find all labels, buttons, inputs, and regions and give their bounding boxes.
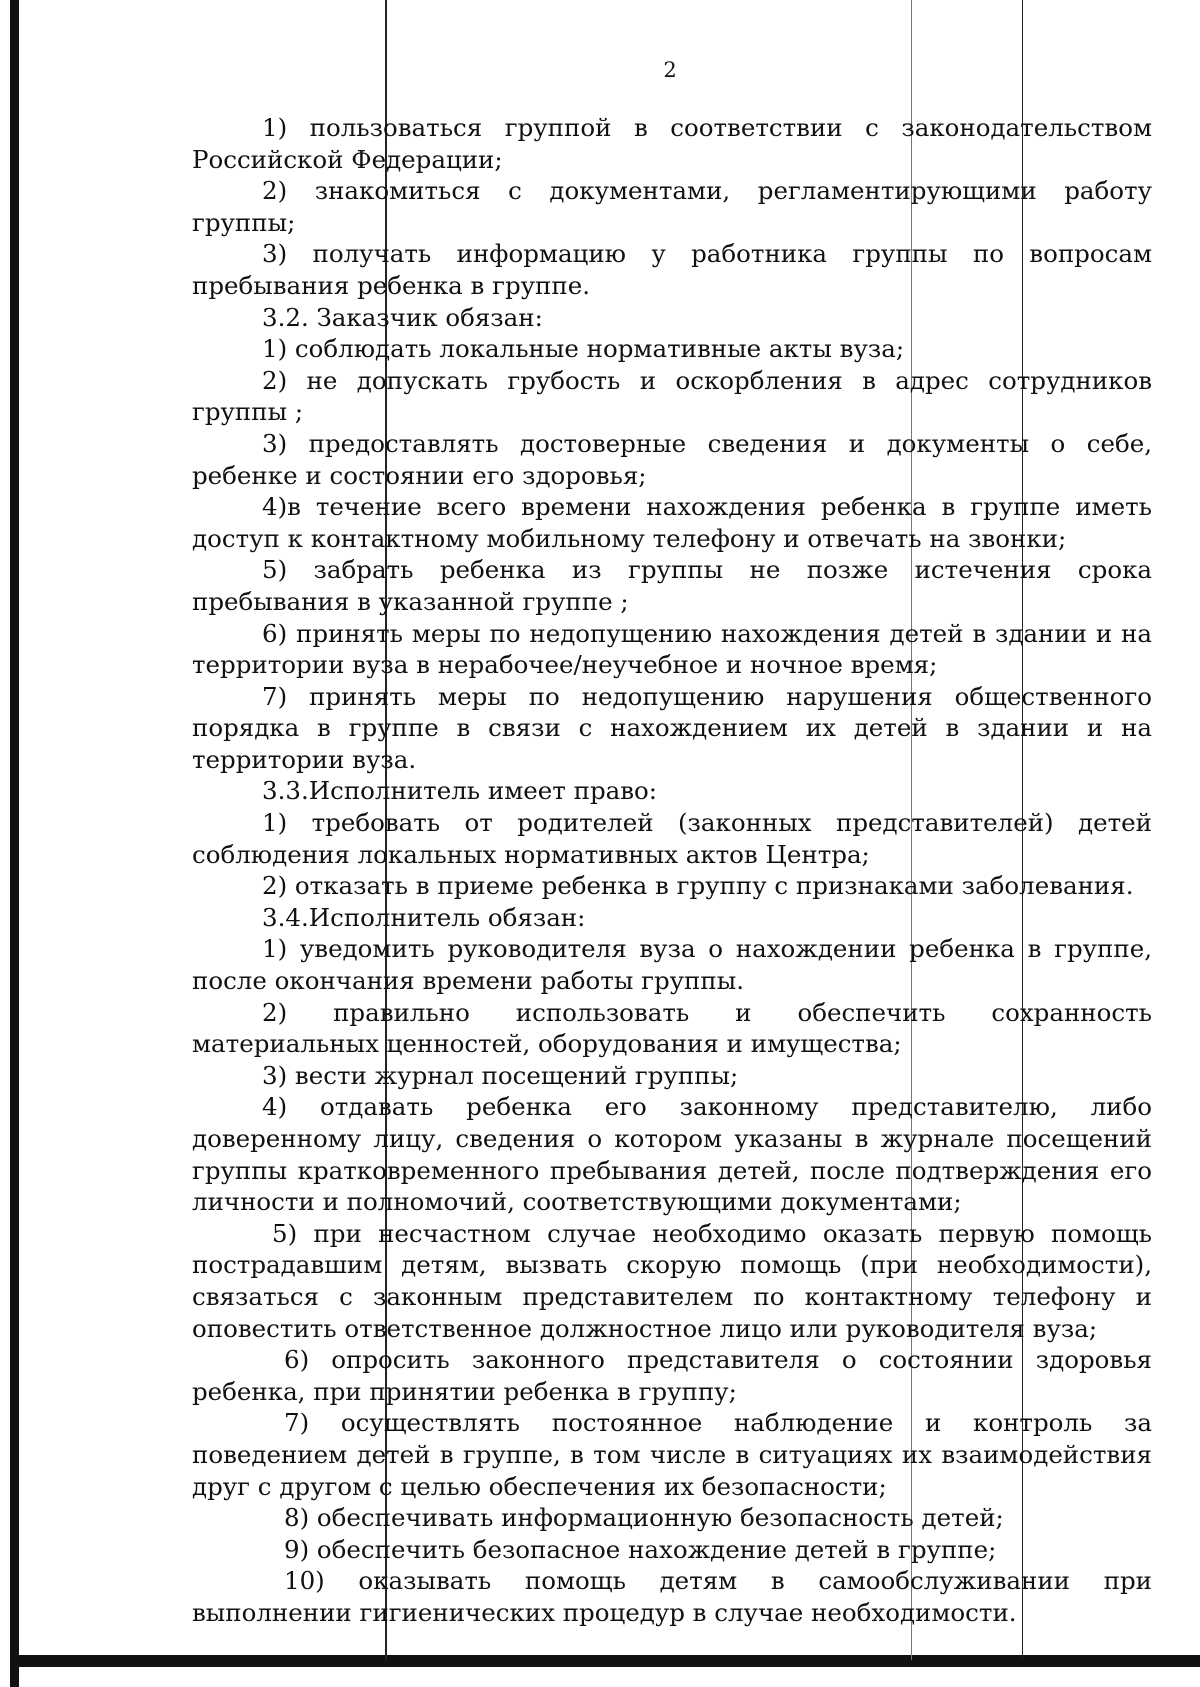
paragraph: 2) знакомиться с документами, регламентирующими работу группы; xyxy=(192,176,1152,237)
paragraph: 9) обеспечить безопасное нахождение детей в группе; xyxy=(284,1534,997,1564)
scan-left-edge xyxy=(10,0,19,1687)
section-heading: 3.4.Исполнитель обязан: xyxy=(262,902,586,932)
paragraph: 1) соблюдать локальные нормативные акты вуза; xyxy=(262,334,905,364)
paragraph: 7) осуществлять постоянное наблюдение и контроль за поведением детей в группе, в том числе в ситуациях их взаимодействия друг с другом с целью обеспечения их безопасности; xyxy=(192,1408,1152,1501)
page-number: 2 xyxy=(663,58,677,82)
paragraph: 1) уведомить руководителя вуза о нахождении ребенка в группе, после окончания времени работы группы. xyxy=(192,934,1152,996)
section-heading: 3.2. Заказчик обязан: xyxy=(262,302,543,332)
section-heading: 3.3.Исполнитель имеет право: xyxy=(262,776,658,806)
paragraph: 5) забрать ребенка из группы не позже истечения срока пребывания в указанной группе ; xyxy=(192,555,1152,616)
paragraph: 7) принять меры по недопущению нарушения общественного порядка в группе в связи с нахождением их детей в здании и на территории вуза. xyxy=(192,681,1152,774)
paragraph: 4) отдавать ребенка его законному представителю, либо доверенному лицу, сведения о котором указаны в журнале посещений группы кратковременного пребывания детей, после подтверждения его личности и полномочий, соответствующими документами; xyxy=(192,1092,1152,1217)
paragraph: 3) предоставлять достоверные сведения и документы о себе, ребенке и состоянии его здоровья; xyxy=(192,428,1152,490)
paragraph: 6) опросить законного представителя о состоянии здоровья ребенка, при принятии ребенка в группу; xyxy=(192,1345,1152,1406)
paragraph: 3) получать информацию у работника группы по вопросам пребывания ребенка в группе. xyxy=(192,239,1152,300)
paragraph: 1) пользоваться группой в соответствии с законодательством Российской Федерации; xyxy=(192,113,1152,174)
paragraph: 2) отказать в приеме ребенка в группу с признаками заболевания. xyxy=(262,871,1134,901)
paragraph: 8) обеспечивать информационную безопасность детей; xyxy=(284,1503,1004,1533)
paragraph: 2) правильно использовать и обеспечить сохранность материальных ценностей, оборудования и имущества; xyxy=(192,997,1152,1059)
paragraph: 2) не допускать грубость и оскорбления в адрес сотрудников группы ; xyxy=(192,365,1152,427)
document-body xyxy=(192,112,1152,1629)
paragraph: 10) оказывать помощь детям в самообслуживании при выполнении гигиенических процедур в случае необходимости. xyxy=(192,1566,1152,1627)
paragraph: 3) вести журнал посещений группы; xyxy=(262,1060,739,1090)
paragraph: 4)в течение всего времени нахождения ребенка в группе иметь доступ к контактному мобильному телефону и отвечать на звонки; xyxy=(192,492,1152,553)
paragraph: 5) при несчастном случае необходимо оказать первую помощь пострадавшим детям, вызвать скорую помощь (при необходимости), связаться с законным представителем по контактному телефону и оповестить ответственное должностное лицо или руководителя вуза; xyxy=(192,1218,1152,1343)
paragraph: 1) требовать от родителей (законных представителей) детей соблюдения локальных нормативных актов Центра; xyxy=(192,808,1152,869)
paragraph: 6) принять меры по недопущению нахождения детей в здании и на территории вуза в нерабочее/неучебное и ночное время; xyxy=(192,618,1152,680)
